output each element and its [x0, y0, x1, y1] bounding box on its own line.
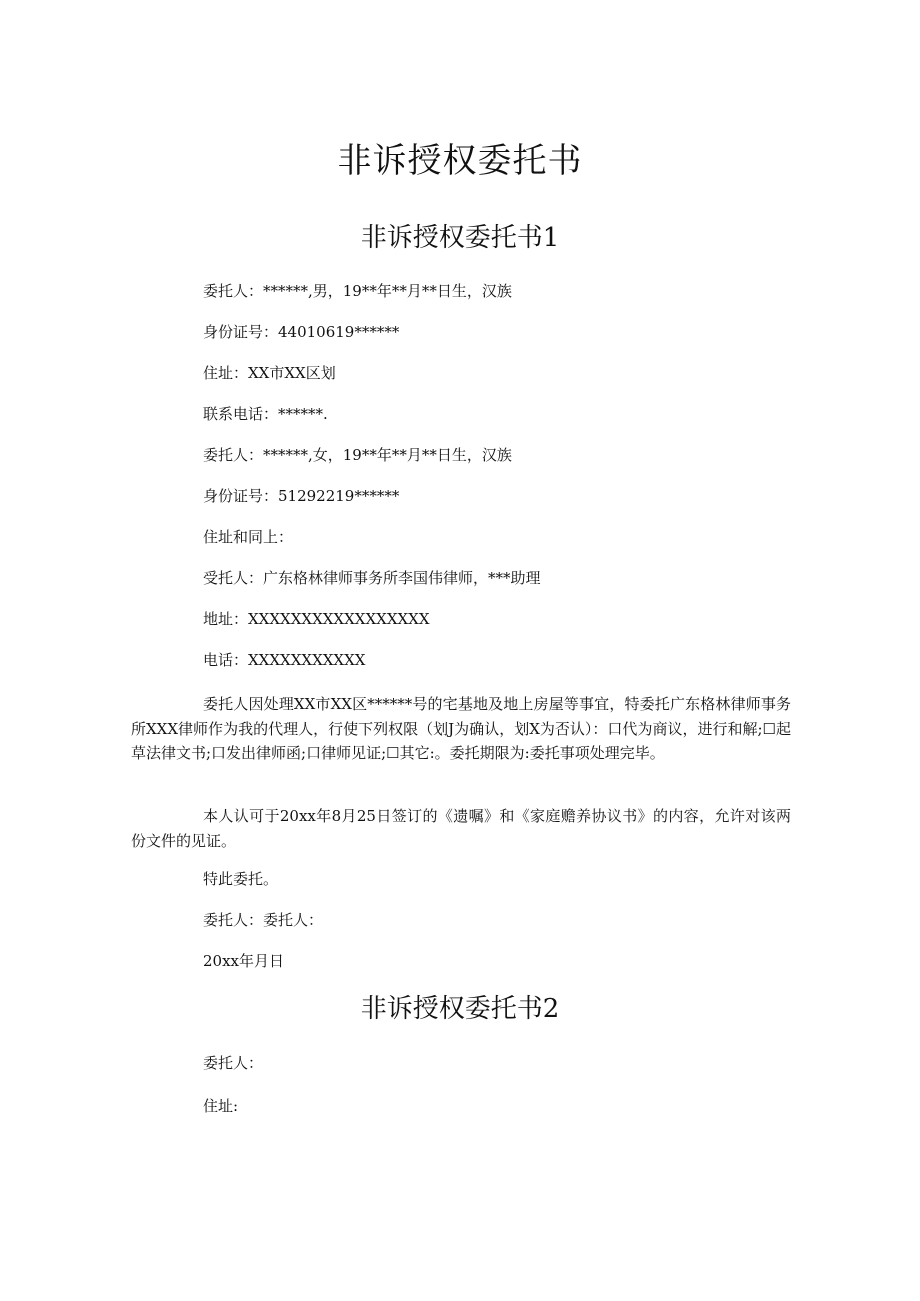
- closing-line: 特此委托。: [203, 870, 279, 888]
- principal-1-address-line: 住址：XX市XX区划: [203, 364, 336, 382]
- document-title: 非诉授权委托书: [337, 141, 583, 181]
- signature-line: 委托人：委托人：: [203, 911, 324, 929]
- principal-1-line: 委托人：******,男，19**年**月**日生，汉族: [203, 282, 512, 300]
- authorization-paragraph: 委托人因处理XX市XX区******号的宅基地及地上房屋等事宜，特委托广东格林律师事务所XXX律师作为我的代理人，行使下列权限（划J为确认，划X为否认）：口代为商议，进行和解;☐起草法律文书;口发出律师函;口律师见证;☐其它:。委托期限为:委托事项处理完毕。: [131, 695, 791, 762]
- principal-2-address-line: 住址和同上：: [203, 528, 294, 546]
- section-1-heading: 非诉授权委托书1: [360, 223, 560, 253]
- agent-phone-line: 电话：XXXXXXXXXXX: [203, 651, 366, 669]
- section-2-address-line: 住址:: [203, 1097, 239, 1115]
- principal-2-line: 委托人：******,女，19**年**月**日生，汉族: [203, 446, 512, 464]
- section-2-heading: 非诉授权委托书2: [360, 994, 560, 1024]
- principal-1-phone-line: 联系电话：******.: [203, 405, 328, 423]
- date-line: 20xx年月日: [203, 952, 285, 970]
- acknowledgement-paragraph: 本人认可于20xx年8月25日签订的《遗嘱》和《家庭赡养协议书》的内容，允许对该两份文件的见证。: [131, 807, 791, 850]
- agent-address-line: 地址：XXXXXXXXXXXXXXXXX: [203, 610, 430, 628]
- principal-1-id-line: 身份证号：44010619******: [203, 323, 400, 341]
- principal-2-id-line: 身份证号：51292219******: [203, 487, 400, 505]
- agent-line: 受托人：广东格林律师事务所李国伟律师，***助理: [203, 569, 541, 587]
- section-2-principal-line: 委托人：: [203, 1054, 264, 1072]
